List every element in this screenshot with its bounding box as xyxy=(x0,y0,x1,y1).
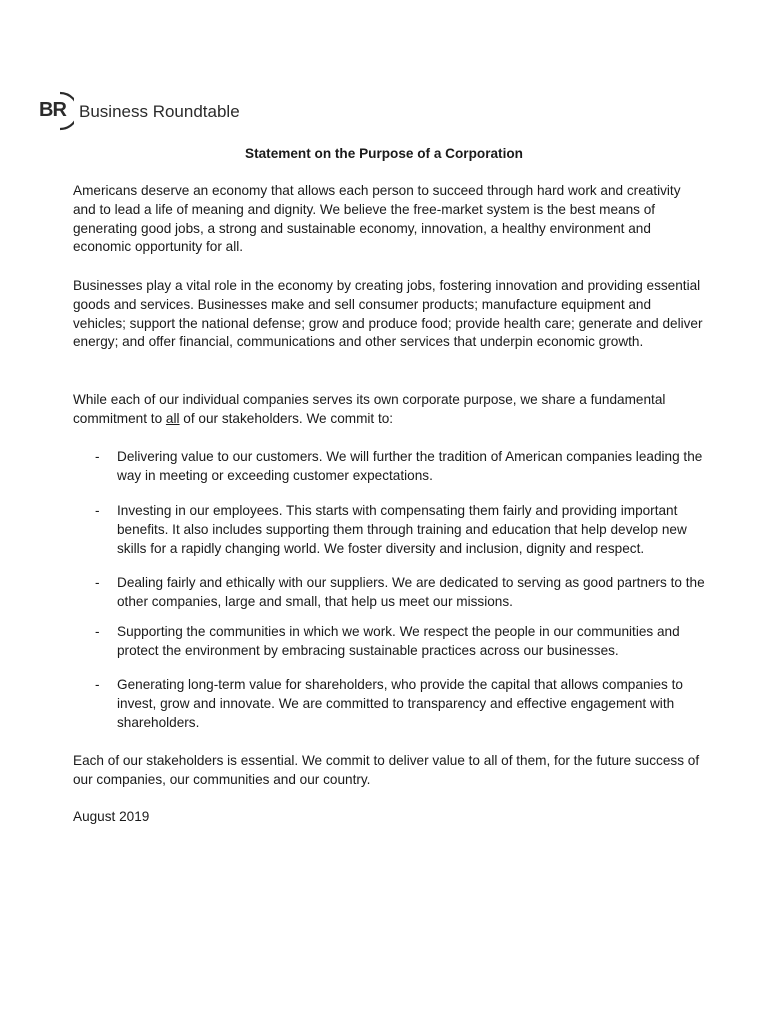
commitment-text-after: of our stakeholders. We commit to: xyxy=(179,410,394,426)
bullet-dash: - xyxy=(95,575,100,590)
paragraph-commitment xyxy=(73,391,703,429)
logo-mark-letters: BR xyxy=(39,99,66,121)
bullet-dash: - xyxy=(95,677,100,692)
bullet-dash: - xyxy=(95,624,100,639)
commitment-shareholders: Generating long-term value for shareholders, who provide the capital that allows companies to invest, grow and innovate. We are committed to transparency and effective engagement with shareholders. xyxy=(117,677,683,730)
commitment-item xyxy=(95,574,705,612)
paragraph-intro: Americans deserve an economy that allows each person to succeed through hard work and creativity and to lead a life of meaning and dignity. We believe the free-market system is the best means of generating good jobs, a strong and sustainable economy, innovation, a healthy environment and economic opportunity for all. xyxy=(73,183,681,255)
business-roundtable-logo xyxy=(38,91,240,131)
logo-arc-icon xyxy=(38,91,74,131)
logo-name: Business Roundtable xyxy=(79,101,240,121)
commitment-item xyxy=(95,623,705,661)
commitment-underlined-word: all xyxy=(165,410,180,426)
paragraph-business-role: Businesses play a vital role in the economy by creating jobs, fostering innovation and providing essential goods and services. Businesses make and sell consumer products; manufacture equipment and vehicles; support the national defense; grow and produce food; provide health care; generate and deliver energy; and offer financial, communications and other services that underpin economic growth. xyxy=(73,278,703,350)
commitment-item xyxy=(95,448,705,486)
document-date: August 2019 xyxy=(73,809,150,824)
commitment-suppliers: Dealing fairly and ethically with our suppliers. We are dedicated to serving as good partners to the other companies, large and small, that help us meet our missions. xyxy=(117,575,705,609)
document-title: Statement on the Purpose of a Corporation xyxy=(245,146,523,161)
commitment-communities: Supporting the communities in which we work. We respect the people in our communities and protect the environment by embracing sustainable practices across our businesses. xyxy=(117,624,680,658)
commitment-item xyxy=(95,502,705,558)
commitment-customers: Delivering value to our customers. We will further the tradition of American companies leading the way in meeting or exceeding customer expectations. xyxy=(117,449,703,483)
commitment-item xyxy=(95,676,705,732)
bullet-dash: - xyxy=(95,449,100,464)
bullet-dash: - xyxy=(95,503,100,518)
br-logo-mark xyxy=(38,91,74,131)
paragraph-closing: Each of our stakeholders is essential. We commit to deliver value to all of them, for the future success of our companies, our communities and our country. xyxy=(73,753,700,787)
commitment-employees: Investing in our employees. This starts with compensating them fairly and providing important benefits. It also includes supporting them through training and education that help develop new skills for a rapidly changing world. We foster diversity and inclusion, dignity and respect. xyxy=(117,503,687,556)
commitment-text-before: While each of our individual companies serves its own corporate purpose, we share a fundamental commitment to xyxy=(73,392,666,426)
